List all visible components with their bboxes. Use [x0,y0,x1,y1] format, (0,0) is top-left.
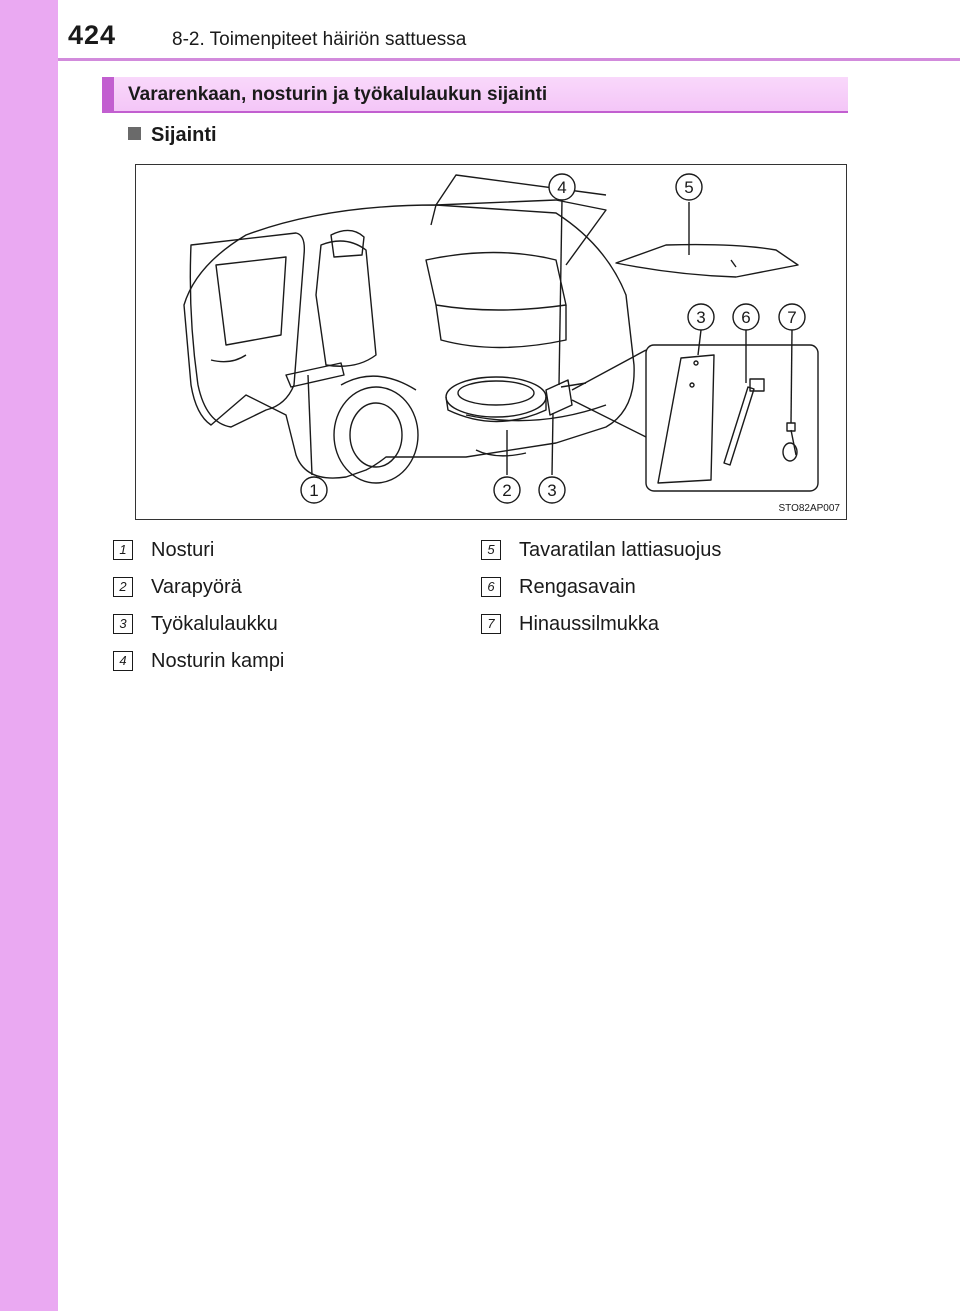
figure-code: STO82AP007 [778,503,840,514]
legend-item-2 [113,576,242,600]
legend-label: Työkalulaukku [151,613,278,635]
section-header: 8-2. Toimenpiteet häiriön sattuessa [172,29,467,50]
legend-item-3 [113,613,278,637]
side-tab-strip [0,0,58,1311]
square-bullet-icon [128,127,141,140]
location-illustration [135,164,847,520]
wrench-drawing [724,387,754,465]
callout-label-3: 3 [547,481,557,500]
towing-eye-drawing [791,430,796,455]
floor-cover-drawing [616,245,798,277]
callout-label-1: 1 [309,481,319,500]
tool-bag-drawing [658,355,714,483]
section-title-bar [102,77,848,113]
legend-number-box: 7 [481,614,501,634]
callout-label-2: 2 [502,481,512,500]
legend-label: Rengasavain [519,576,636,598]
car-body-outline [184,205,634,478]
legend-number-box: 3 [113,614,133,634]
callout-label-4: 4 [557,178,567,197]
section-title: Vararenkaan, nosturin ja työkalulaukun sijainti [128,84,548,105]
callout-label-3-detail: 3 [696,308,706,327]
header-divider [58,58,960,61]
legend-item-1 [113,539,214,563]
legend-number-box: 2 [113,577,133,597]
trunk-opening [426,253,566,311]
legend-label: Hinaussilmukka [519,613,660,635]
legend-label: Varapyörä [151,576,242,598]
legend-item-6 [481,576,636,600]
rear-wheel [334,387,418,483]
page-number: 424 [68,20,117,50]
legend-number-box: 5 [481,540,501,560]
subheading [128,124,217,147]
legend-label: Tavaratilan lattiasuojus [519,539,722,561]
subheading-text: Sijainti [151,124,217,146]
legend-item-5 [481,539,721,563]
legend-item-7 [481,613,659,637]
legend-number-box: 6 [481,577,501,597]
legend-number-box: 4 [113,651,133,671]
callout-label-7: 7 [787,308,797,327]
legend-number-box: 1 [113,540,133,560]
legend-label: Nosturi [151,539,215,561]
car-illustration [136,165,848,521]
legend-label: Nosturin kampi [151,650,285,672]
legend-item-4 [113,650,284,674]
rear-seat [316,241,376,366]
callout-label-5: 5 [684,178,694,197]
callout-label-6: 6 [741,308,751,327]
